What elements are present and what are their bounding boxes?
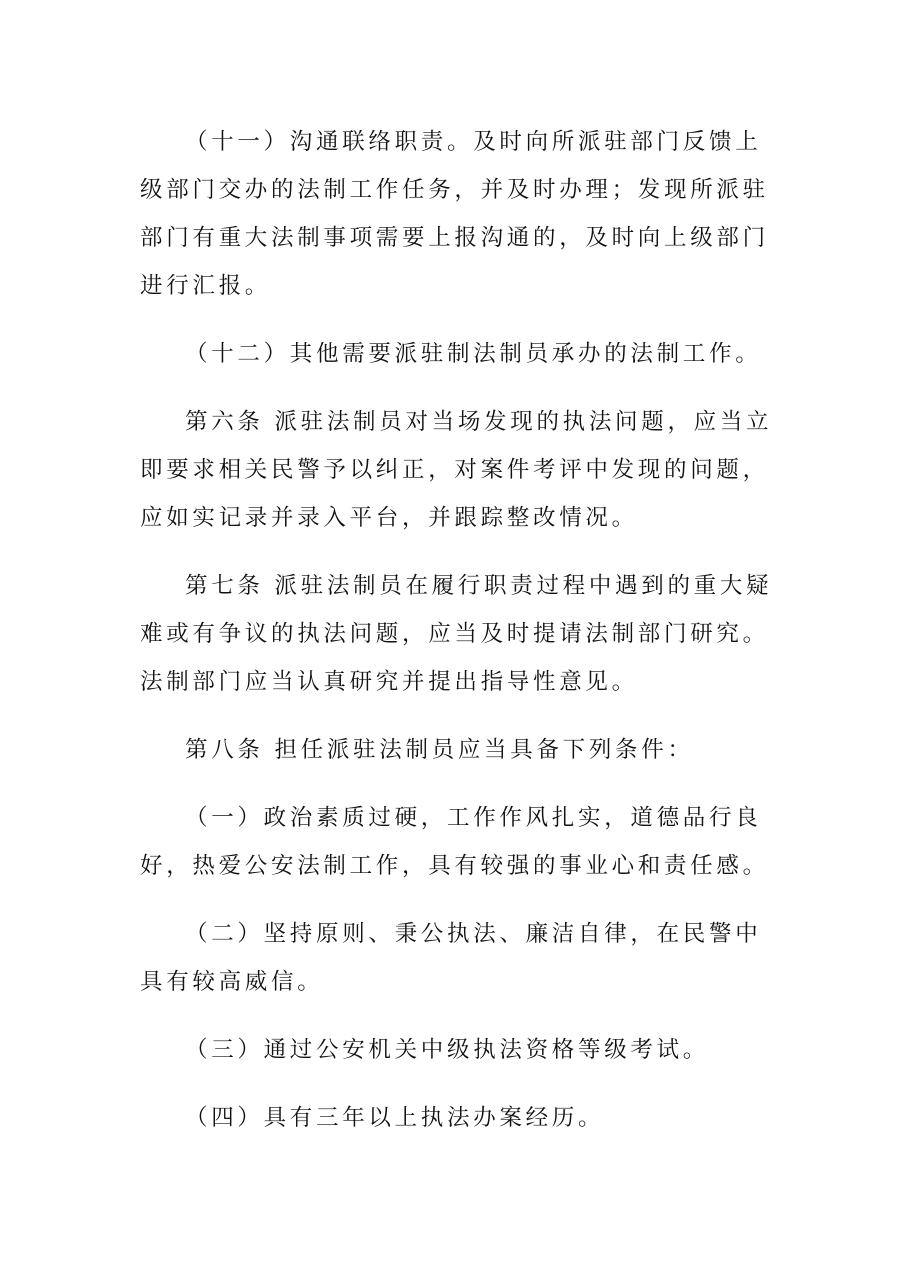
- condition-3: （三）通过公安机关中级执法资格等级考试。: [185, 1037, 710, 1063]
- article-8-heading: 第八条 担任派驻法制员应当具备下列条件：: [185, 737, 694, 763]
- article-7: 第七条 派驻法制员在履行职责过程中遇到的重大疑难或有争议的执法问题，应当及时提请法制部门研究。法制部门应当认真研究并提出指导性意见。: [140, 573, 773, 695]
- condition-2: （二）坚持原则、秉公执法、廉洁自律，在民警中具有较高威信。: [140, 921, 762, 995]
- condition-1: （一）政治素质过硬，工作作风扎实，道德品行良好，热爱公安法制工作，具有较强的事业心和责任感。: [140, 805, 769, 879]
- condition-4: （四）具有三年以上执法办案经历。: [185, 1105, 605, 1131]
- paragraph-12-other-duties: （十二）其他需要派驻制法制员承办的法制工作。: [185, 341, 762, 367]
- paragraph-11-communication-duty: （十一）沟通联络职责。及时向所派驻部门反馈上级部门交办的法制工作任务，并及时办理；发现所派驻部门有重大法制事项需要上报沟通的，及时向上级部门进行汇报。: [140, 129, 769, 299]
- document-body: [140, 118, 780, 1162]
- article-6: 第六条 派驻法制员对当场发现的执法问题，应当立即要求相关民警予以纠正，对案件考评中发现的问题，应如实记录并录入平台，并跟踪整改情况。: [140, 409, 773, 531]
